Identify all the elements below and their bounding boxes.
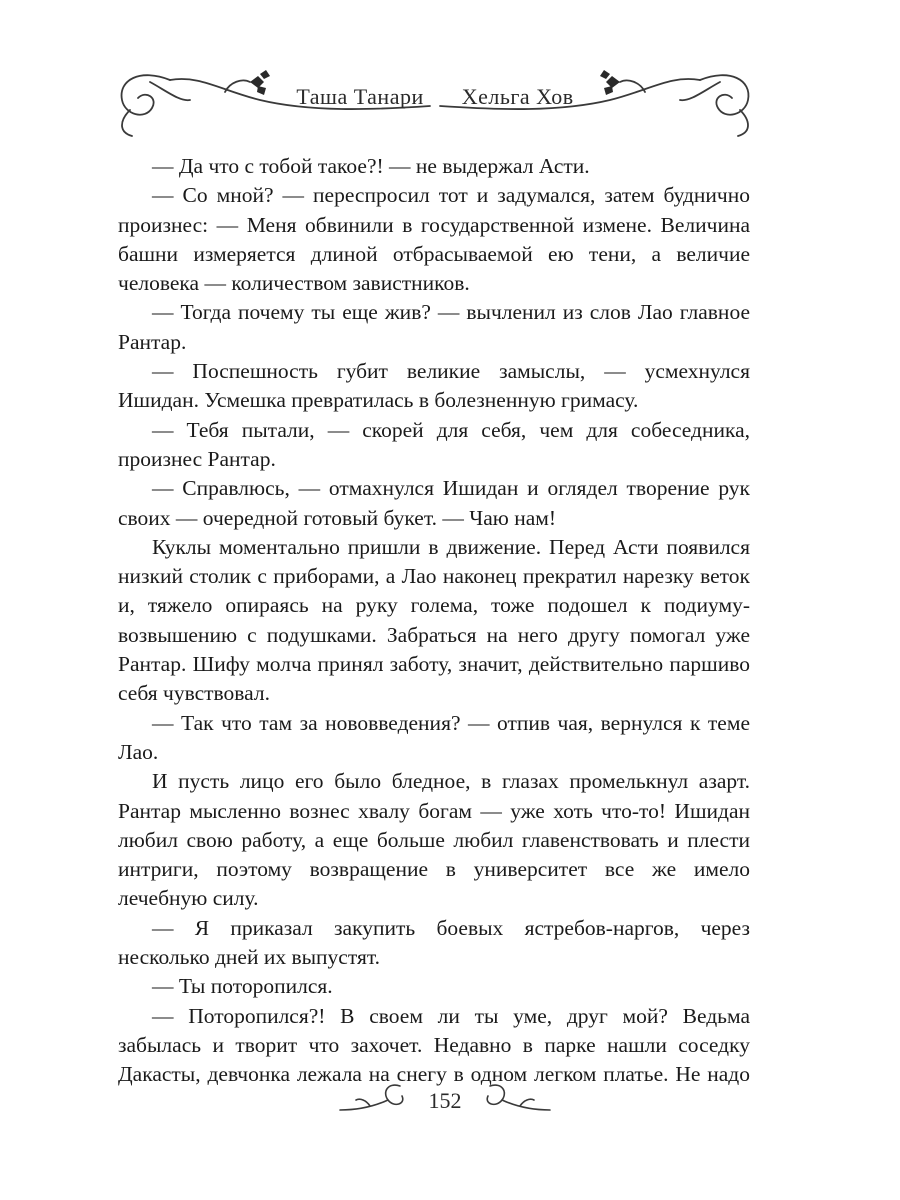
header-author-1: Таша Танари: [296, 84, 424, 109]
paragraph: — Поторопился?! В своем ли ты уме, друг мой? Ведьма забылась и творит что захочет. Недавно в парке нашли соседку Дакасты, девчонка лежала на снегу в одном легком платье. Не надо: [118, 1003, 750, 1087]
paragraph: — Тебя пытали, — скорей для себя, чем для собеседника, произнес Рантар.: [118, 417, 750, 471]
running-header: [110, 60, 760, 150]
paragraph: — Да что с тобой такое?! — не выдержал Асти.: [152, 154, 590, 178]
page-footer: [330, 1078, 560, 1128]
paragraph: — Поспешность губит великие замыслы, — усмехнулся Ишидан. Усмешка превратилась в болезненную гримасу.: [118, 359, 750, 413]
paragraph: — Тогда почему ты еще жив? — вычленил из слов Лао главное Рантар.: [118, 300, 750, 354]
paragraph: — Ты поторопился.: [152, 974, 333, 999]
paragraph: — Справлюсь, — отмахнулся Ишидан и оглядел творение рук своих — очередной готовый букет. — Чаю нам!: [118, 476, 750, 530]
page-number: 152: [428, 1088, 462, 1113]
paragraph: — Я приказал закупить боевых ястребов-наргов, через несколько дней их выпустят.: [118, 915, 750, 970]
body-text: [118, 152, 750, 1090]
paragraph: — Так что там за нововведения? — отпив чая, вернулся к теме Лао.: [118, 710, 750, 764]
header-author-2: Хельга Хов: [461, 84, 574, 109]
paragraph: И пусть лицо его было бледное, в глазах промелькнул азарт. Рантар мысленно вознес хвалу богам — уже хоть что-то! Ишидан любил свою работу, а еще больше любил главенствовать и плести интриги, поэтому возвращение в университет все же имело лечебную силу.: [118, 769, 750, 911]
paragraph: — Со мной? — переспросил тот и задумался, затем буднично произнес: — Меня обвинили в государственной измене. Величина башни измеряется длиной отбрасываемой ею тени, а величие человека — количеством завистников.: [118, 183, 750, 296]
paragraph: Куклы моментально пришли в движение. Перед Асти появился низкий столик с приборами, а Лао наконец прекратил нарезку веток и, тяжело опираясь на руку голема, тоже подошел к подиуму-возвышению с подушками. Забраться на него другу помогал уже Рантар. Шифу молча принял заботу, значит, действительно паршиво себя чувствовал.: [118, 534, 750, 706]
